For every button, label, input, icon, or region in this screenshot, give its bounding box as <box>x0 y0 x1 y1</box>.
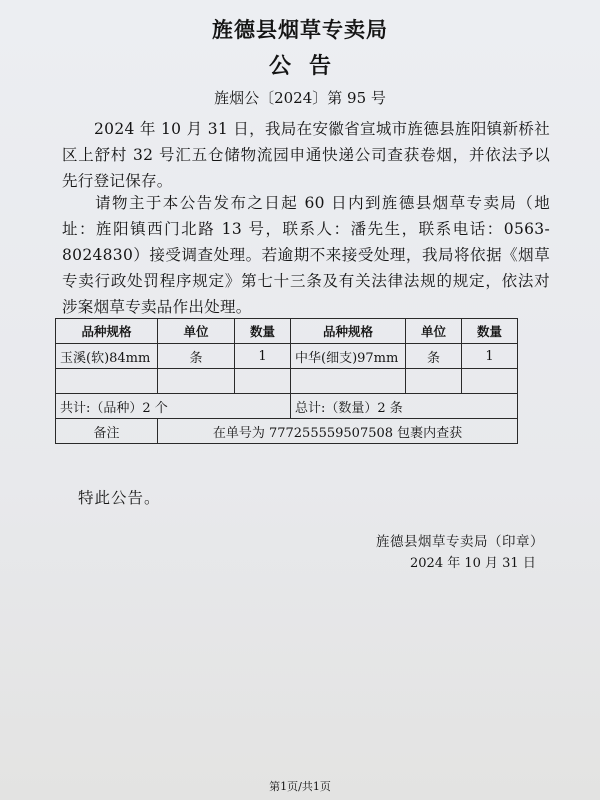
total-quantity-cell: 总计:（数量）2 条 <box>291 394 518 419</box>
table-cell: 条 <box>158 344 235 369</box>
page-number: 第1页/共1页 <box>269 780 331 793</box>
table-header-cell: 单位 <box>406 319 462 344</box>
document-number: 旌烟公〔2024〕第 95 号 <box>214 89 386 107</box>
table-cell <box>406 369 462 394</box>
table-cell: 中华(细支)97mm <box>291 344 406 369</box>
table-header-cell: 数量 <box>462 319 518 344</box>
table-cell: 1 <box>462 344 518 369</box>
body-paragraph-1: 2024 年 10 月 31 日，我局在安徽省宣城市旌德县旌阳镇新桥社区上舒村 32 号汇五仓储物流园申通快递公司查获卷烟，并依法予以先行登记保存。 <box>62 120 550 190</box>
table-cell <box>291 369 406 394</box>
table-total-row <box>56 394 518 419</box>
note-value-cell: 在单号为 777255559507508 包裹内查获 <box>158 419 518 444</box>
notice-title: 公告 <box>268 54 349 79</box>
table-header-row <box>56 319 518 344</box>
total-variety-cell: 共计:（品种）2 个 <box>56 394 291 419</box>
body-paragraph-2: 请物主于本公告发布之日起 60 日内到旌德县烟草专卖局（地址：旌阳镇西门北路 13 号，联系人：潘先生，联系电话：0563-8024830）接受调查处理。若逾期不来接受处理，我局将依据《烟草专卖行政处罚程序规定》第七十三条及有关法律法规的规定，依法对涉案烟草专卖品作出处理。 <box>62 194 550 316</box>
seized-items-table <box>55 318 518 444</box>
signature-date: 2024 年 10 月 31 日 <box>410 556 536 571</box>
table-cell <box>462 369 518 394</box>
table-cell: 1 <box>235 344 291 369</box>
table-cell: 条 <box>406 344 462 369</box>
note-label-cell: 备注 <box>56 419 158 444</box>
table-header-cell: 品种规格 <box>56 319 158 344</box>
table-note-row <box>56 419 518 444</box>
table-cell <box>235 369 291 394</box>
closing-line: 特此公告。 <box>78 489 161 507</box>
table-cell <box>56 369 158 394</box>
issuer-title: 旌德县烟草专卖局 <box>212 18 388 42</box>
table-row-empty <box>56 369 518 394</box>
table-header-cell: 品种规格 <box>291 319 406 344</box>
signature-org: 旌德县烟草专卖局（印章） <box>376 534 544 550</box>
table-cell: 玉溪(软)84mm <box>56 344 158 369</box>
table-cell <box>158 369 235 394</box>
table-header-cell: 单位 <box>158 319 235 344</box>
table-row <box>56 344 518 369</box>
table-header-cell: 数量 <box>235 319 291 344</box>
